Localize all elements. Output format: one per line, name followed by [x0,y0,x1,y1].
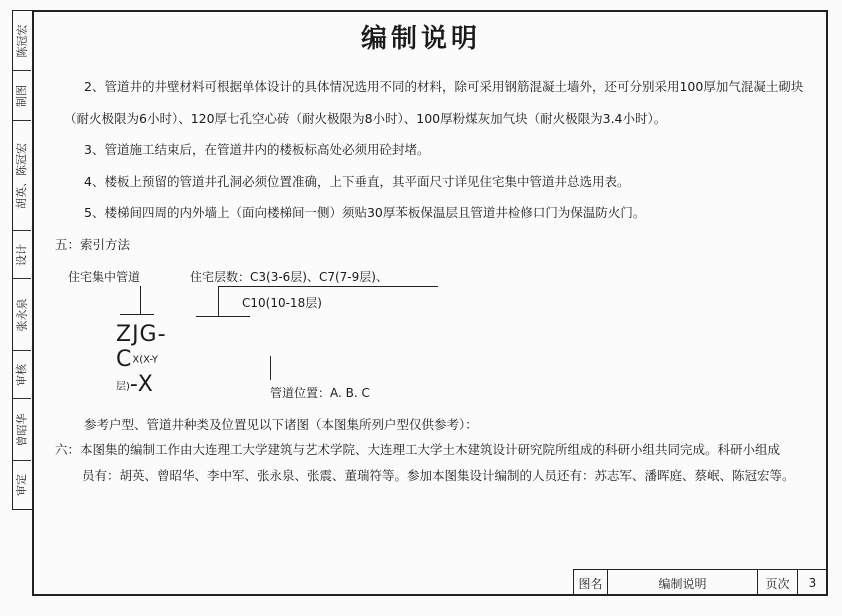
figure-name-label: 图名 [574,570,608,596]
index-code [116,322,167,397]
figure-name: 编制说明 [608,570,758,596]
strip-label: 设计 [15,243,28,266]
code-tail: -X [129,372,154,397]
page-number: 3 [808,576,817,590]
page-label: 页次 [758,570,798,596]
label-left: 住宅集中管道 [68,270,141,284]
index-heading: 五：索引方法 [55,237,131,252]
label-floors-line-1: 住宅层数：C3(3-6层)、C7(7-9层)、 [190,270,388,284]
strip-label: 陈冠宏 [15,24,28,57]
strip-label: 曾昭华 [15,413,28,446]
strip-label: 审核 [15,363,28,386]
leader-line [140,286,141,314]
label-position: 管道位置：A. B. C [270,386,370,400]
strip-label: 审定 [15,474,28,496]
strip-cell [13,71,31,121]
leader-line [218,286,219,316]
leader-line [120,314,154,315]
leader-line [218,286,438,287]
strip-label: 张永泉 [15,298,28,331]
code-sub: X(X-Y层) [116,354,159,393]
paragraph-4: 4、楼板上预留的管道井孔洞必须位置准确，上下垂直，其平面尺寸详见住宅集中管道井总选用表。 [84,174,630,189]
code-zjg: ZJG-C [116,322,167,372]
signature-strip [12,10,32,510]
drawing-frame [32,10,828,596]
title-block [573,569,828,596]
strip-cell [13,351,31,399]
section-6-line-1: 六：本图集的编制工作由大连理工大学建筑与艺术学院、大连理工大学土木建筑设计研究院所组成的科研小组共同完成。科研小组成 [55,442,781,457]
label-floors-line-2: C10(10-18层) [242,296,322,310]
strip-cell [13,461,31,509]
leader-line [270,356,271,380]
paragraph-2-line-2: （耐火极限为6小时）、120厚七孔空心砖（耐火极限为8小时）、100厚粉煤灰加气块（耐火极限为3.4小时）。 [64,111,667,126]
page-title: 编制说明 [360,24,481,54]
leader-line [196,316,250,317]
strip-cell [13,399,31,461]
paragraph-3: 3、管道施工结束后，在管道井内的楼板标高处必须用砼封堵。 [84,142,430,157]
strip-label: 胡英、陈冠宏 [15,142,28,209]
section-6-line-2: 员有：胡英、曾昭华、李中军、张永泉、张震、董瑞符等。参加本图集设计编制的人员还有：苏志军、潘晖庭、蔡岷、陈冠宏等。 [82,468,795,483]
paragraph-5: 5、楼梯间四周的内外墙上（面向楼梯间一侧）须贴30厚苯板保温层且管道井检修口门为保温防火门。 [84,205,646,220]
reference-note: 参考户型、管道井种类及位置见以下诸图（本图集所列户型仅供参考）： [84,417,478,432]
strip-cell [13,121,31,231]
strip-label: 制图 [15,84,28,107]
paragraph-2-line-1: 2、管道井的井壁材料可根据单体设计的具体情况选用不同的材料，除可采用钢筋混凝土墙外，还可分别采用100厚加气混凝土砌块 [84,79,804,94]
strip-cell [13,231,31,279]
strip-cell [13,279,31,351]
